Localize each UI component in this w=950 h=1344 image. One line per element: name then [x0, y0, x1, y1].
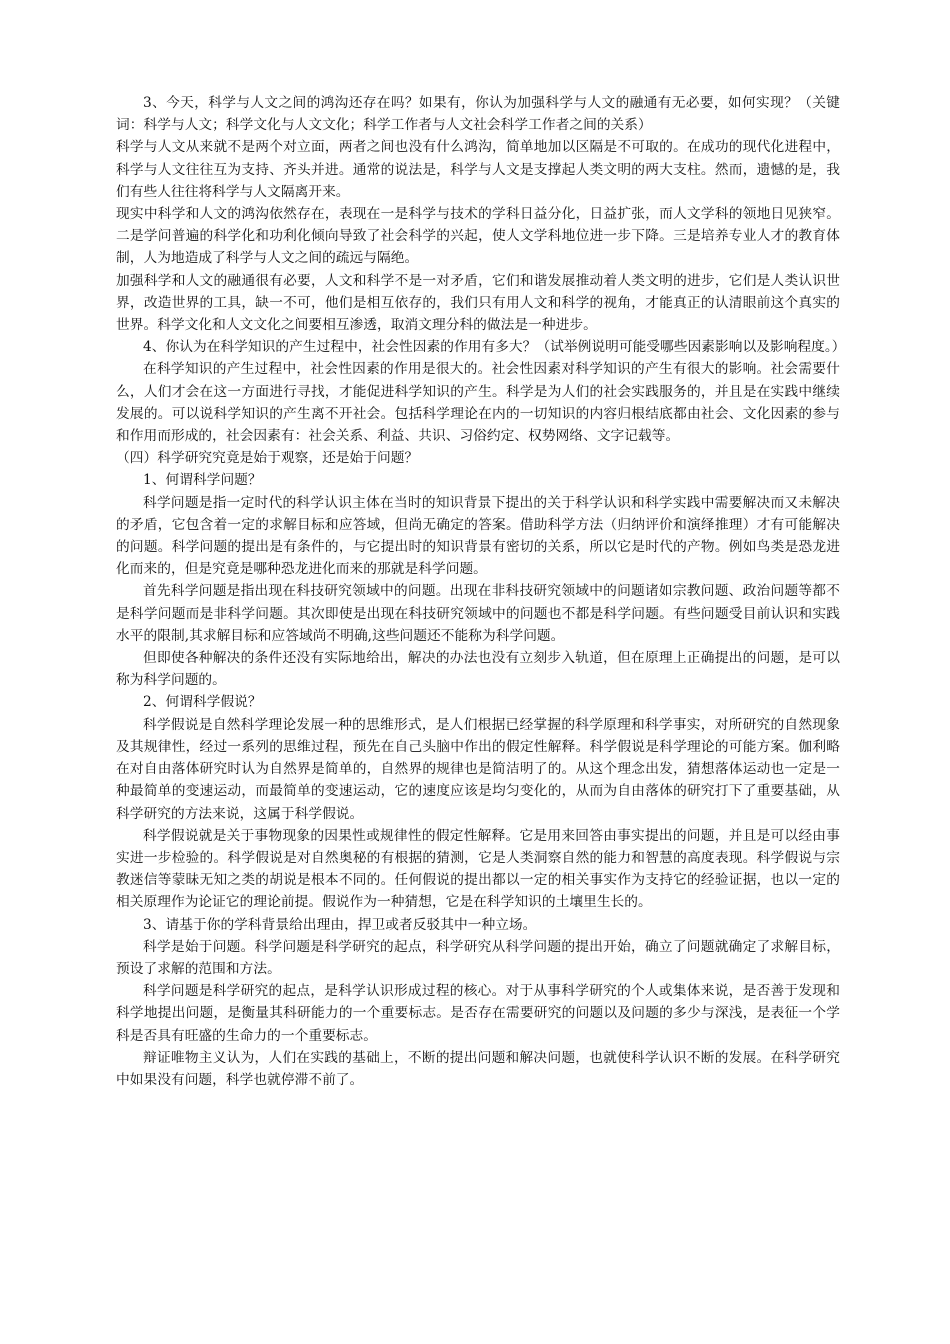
question-3: 3、今天，科学与人文之间的鸿沟还存在吗？如果有，你认为加强科学与人文的融通有无必要，如何实现？（关键词：科学与人文；科学文化与人文文化；科学工作者与人文社会科学工作者之间的关系） [116, 95, 840, 134]
subquestion-3-paragraph-2: 科学问题是科学研究的起点，是科学认识形成过程的核心。对于从事科学研究的个人或集体来说，是否善于发现和科学地提出问题，是衡量其科研能力的一个重要标志。是否存在需要研究的问题以及问题的多少与深浅，是表征一个学科是否具有旺盛的生命力的一个重要标志。 [116, 983, 840, 1044]
answer-3-paragraph-2: 现实中科学和人文的鸿沟依然存在，表现在一是科学与技术的学科日益分化，日益扩张，而人文学科的领地日见狭窄。二是学问普遍的科学化和功利化倾向导致了社会科学的兴起，使人文学科地位进一步下降。三是培养专业人才的教育体制，人为地造成了科学与人文之间的疏远与隔绝。 [116, 206, 840, 267]
answer-4-paragraph: 在科学知识的产生过程中，社会性因素的作用是很大的。社会性因素对科学知识的产生有很大的影响。社会需要什么，人们才会在这一方面进行寻找，才能促进科学知识的产生。科学是为人们的社会实践服务的，并且是在实践中继续发展的。可以说科学知识的产生离不开社会。包括科学理论在内的一切知识的内容归根结底都由社会、文化因素的参与和作用而形成的，社会因素有：社会关系、利益、共识、习俗约定、权势网络、文字记载等。 [116, 361, 840, 445]
subquestion-3-paragraph-1: 科学是始于问题。科学问题是科学研究的起点，科学研究从科学问题的提出开始，确立了问题就确定了求解目标，预设了求解的范围和方法。 [116, 938, 840, 977]
section-4-heading: （四）科学研究究竟是始于观察，还是始于问题？ [116, 450, 419, 467]
subquestion-3-heading: 3、请基于你的学科背景给出理由，捍卫或者反驳其中一种立场。 [143, 916, 537, 933]
subquestion-1-heading: 1、何谓科学问题？ [143, 472, 262, 489]
subquestion-2-paragraph-1: 科学假说是自然科学理论发展一种的思维形式，是人们根据已经掌握的科学原理和科学事实，对所研究的自然现象及其规律性，经过一系列的思维过程，预先在自己头脑中作出的假定性解释。科学假说是科学理论的可能方案。伽利略在对自由落体研究时认为自然界是简单的，自然界的规律也是简洁明了的。从这个理念出发，猜想落体运动也一定是一种最简单的变速运动，而最简单的变速运动，它的速度应该是均匀变化的，从而为自由落体的研究打下了重要基础，从科学研究的方法来说，这属于科学假说。 [116, 716, 840, 822]
answer-3-paragraph-3: 加强科学和人文的融通很有必要，人文和科学不是一对矛盾，它们和谐发展推动着人类文明的进步，它们是人类认识世界，改造世界的工具，缺一不可，他们是相互依存的，我们只有用人文和科学的视角，才能真正的认清眼前这个真实的世界。科学文化和人文文化之间要相互渗透，取消文理分科的做法是一种进步。 [116, 272, 840, 334]
subquestion-1-paragraph-3: 但即使各种解决的条件还没有实际地给出，解决的办法也没有立刻步入轨道，但在原理上正确提出的问题，是可以称为科学问题的。 [116, 650, 840, 689]
document-page [116, 92, 846, 1091]
subquestion-3-paragraph-3: 辩证唯物主义认为，人们在实践的基础上，不断的提出问题和解决问题，也就使科学认识不断的发展。在科学研究中如果没有问题，科学也就停滞不前了。 [116, 1049, 840, 1088]
question-4: 4、你认为在科学知识的产生过程中，社会性因素的作用有多大？（试举例说明可能受哪些因素影响以及影响程度。） [143, 339, 846, 356]
answer-3-paragraph-1: 科学与人文从来就不是两个对立面，两者之间也没有什么鸿沟，简单地加以区隔是不可取的。在成功的现代化进程中，科学与人文往往互为支持、齐头并进。通常的说法是，科学与人文是支撑起人类文明的两大支柱。然而，遗憾的是，我们有些人往往将科学与人文隔离开来。 [116, 139, 840, 200]
subquestion-1-paragraph-1: 科学问题是指一定时代的科学认识主体在当时的知识背景下提出的关于科学认识和科学实践中需要解决而又未解决的矛盾，它包含着一定的求解目标和应答域，但尚无确定的答案。借助科学方法（归纳评价和演绎推理）才有可能解决的问题。科学问题的提出是有条件的，与它提出时的知识背景有密切的关系，所以它是时代的产物。例如鸟类是恐龙进化而来的，但是究竟是哪种恐龙进化而来的那就是科学问题。 [116, 494, 840, 578]
subquestion-2-paragraph-2: 科学假说就是关于事物现象的因果性或规律性的假定性解释。它是用来回答由事实提出的问题，并且是可以经由事实进一步检验的。科学假说是对自然奥秘的有根据的猜测，它是人类洞察自然的能力和智慧的高度表现。科学假说与宗教迷信等蒙昧无知之类的胡说是根本不同的。任何假说的提出都以一定的相关事实作为支持它的经验证据，也以一定的相关原理作为论证它的理论前提。假说作为一种猜想，它是在科学知识的土壤里生长的。 [116, 827, 840, 911]
subquestion-2-heading: 2、何谓科学假说？ [143, 694, 262, 711]
subquestion-1-paragraph-2: 首先科学问题是指出现在科技研究领域中的问题。出现在非科技研究领域中的问题诸如宗教问题、政治问题等都不是科学问题而是非科学问题。其次即使是出现在科技研究领域中的问题也不都是科学问题。有些问题受目前认识和实践水平的限制,其求解目标和应答域尚不明确,这些问题还不能称为科学问题。 [116, 583, 840, 644]
